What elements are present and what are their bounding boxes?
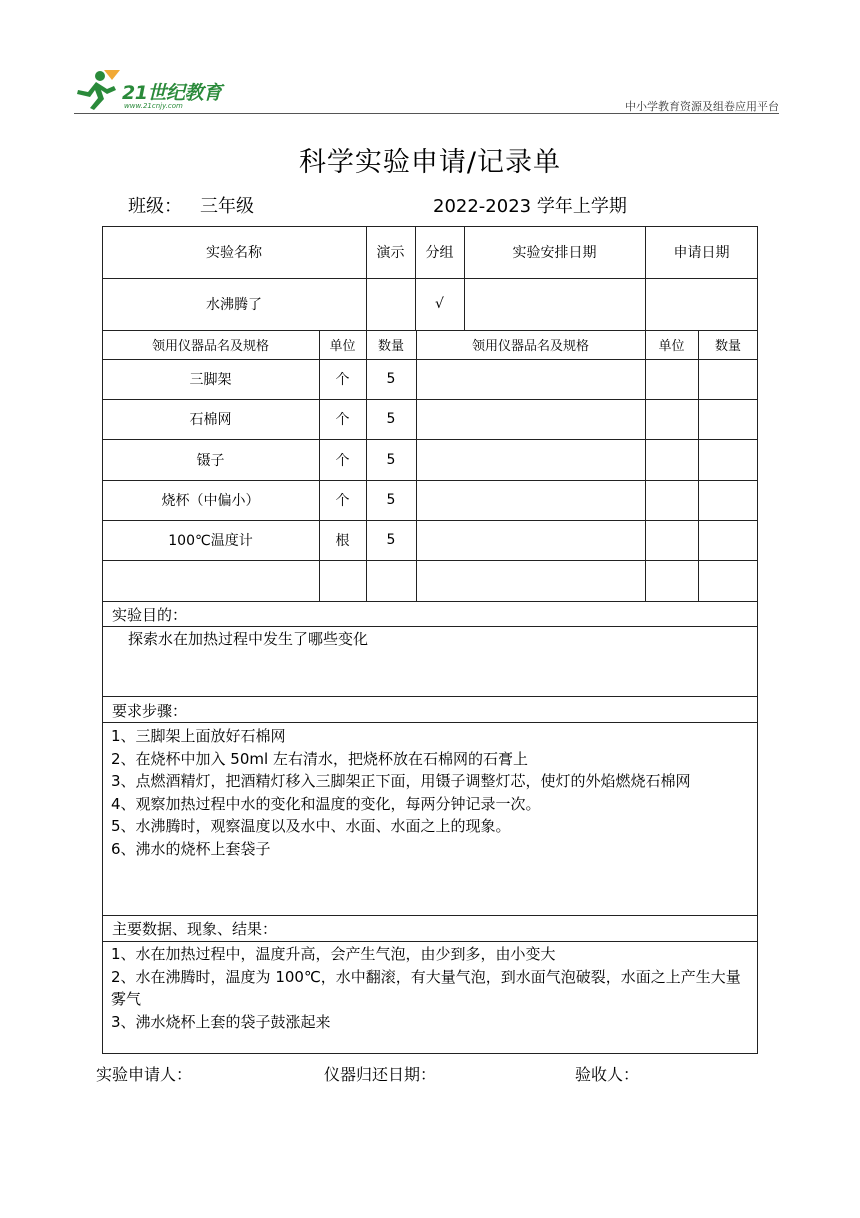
equipment-item: 三脚架 [189,372,232,388]
result-item: 1、水在加热过程中，温度升高，会产生气泡，由少到多，由小变大 [111,945,556,963]
experiment-apply-date [645,278,758,330]
step-item: 3、点燃酒精灯，把酒精灯移入三脚架正下面，用镊子调整灯芯，使灯的外焰燃烧石棉网 [111,772,691,790]
row-divider [102,915,758,916]
class-value: 三年级 [200,196,254,217]
purpose-text: 探索水在加热过程中发生了哪些变化 [128,630,369,648]
equipment-qty: 5 [386,451,396,468]
inspector-label: 验收人： [575,1065,640,1084]
equipment-unit: 个 [335,493,350,509]
page-title: 科学实验申请/记录单 [298,147,562,178]
row-divider [102,722,758,723]
experiment-group-check: √ [435,296,444,312]
equipment-qty: 5 [386,492,396,508]
runner-icon [74,68,122,112]
return-date-label: 仪器归还日期： [324,1065,437,1084]
result-item: 2、水在沸腾时，温度为 100℃，水中翻滚，有大量气泡，到水面气泡破裂，水面之上产生大量雾气 [111,967,741,1008]
row-divider [102,941,758,942]
col-divider [645,330,646,601]
header-demo: 演示 [376,245,405,261]
equipment-header-qty: 数量 [377,339,404,354]
equipment-qty: 5 [386,371,396,387]
purpose-label: 实验目的： [112,606,188,624]
step-item: 6、沸水的烧杯上套袋子 [111,839,271,858]
class-label: 班级： [128,196,182,217]
equipment-header-unit: 单位 [329,339,356,354]
equipment-qty: 5 [386,411,396,427]
experiment-demo [366,278,415,330]
header-divider [74,113,779,114]
experiment-name: 水沸腾了 [206,297,262,313]
term-label: 2022-2023 学年上学期 [433,196,627,217]
table-border-bottom [102,1053,758,1054]
result-item: 3、沸水烧杯上套的袋子鼓涨起来 [111,1012,331,1031]
logo-url: www.21cnjy.com [124,102,183,110]
platform-name: 中小学教育资源及组卷应用平台 [625,100,779,113]
row-divider [102,696,758,697]
equipment-unit: 个 [335,452,350,469]
logo [74,68,244,114]
equipment-header-item: 领用仪器品名及规格 [151,339,269,354]
header-group: 分组 [425,245,454,261]
equipment-item [102,560,319,601]
equipment-header-qty-2: 数量 [714,339,741,354]
equipment-item: 100℃温度计 [168,533,253,549]
page-header [74,68,779,114]
experiment-record-table [102,226,758,1054]
equipment-item: 镊子 [196,452,225,469]
equipment-item: 烧杯（中偏小） [161,493,260,509]
equipment-unit [319,560,366,601]
step-item: 2、在烧杯中加入 50ml 左右清水，把烧杯放在石棉网的石膏上 [111,749,528,768]
equipment-header-item-2: 领用仪器品名及规格 [471,339,589,354]
applicant-label: 实验申请人： [96,1065,193,1084]
equipment-unit: 根 [335,533,350,549]
step-item: 1、三脚架上面放好石棉网 [111,727,286,745]
col-divider [698,330,699,601]
results-label: 主要数据、现象、结果： [112,920,278,938]
steps-label: 要求步骤： [112,702,188,720]
row-divider [102,601,758,602]
header-apply-date: 申请日期 [673,245,730,261]
equipment-qty [366,560,416,601]
equipment-qty: 5 [386,532,396,548]
row-divider [102,626,758,627]
equipment-item: 石棉网 [189,412,232,428]
header-experiment-name: 实验名称 [206,245,262,261]
equipment-header-unit-2: 单位 [658,339,685,354]
logo-text: 21世纪教育 [122,82,222,104]
step-item: 4、观察加热过程中水的变化和温度的变化，每两分钟记录一次。 [111,794,541,813]
col-divider [416,330,417,601]
equipment-unit: 个 [335,412,350,428]
results-list [111,943,751,1033]
header-schedule-date: 实验安排日期 [512,245,597,261]
equipment-unit: 个 [335,372,350,388]
steps-list [111,725,751,860]
experiment-schedule-date [464,278,645,330]
step-item: 5、水沸腾时，观察温度以及水中、水面、水面之上的现象。 [111,817,511,835]
